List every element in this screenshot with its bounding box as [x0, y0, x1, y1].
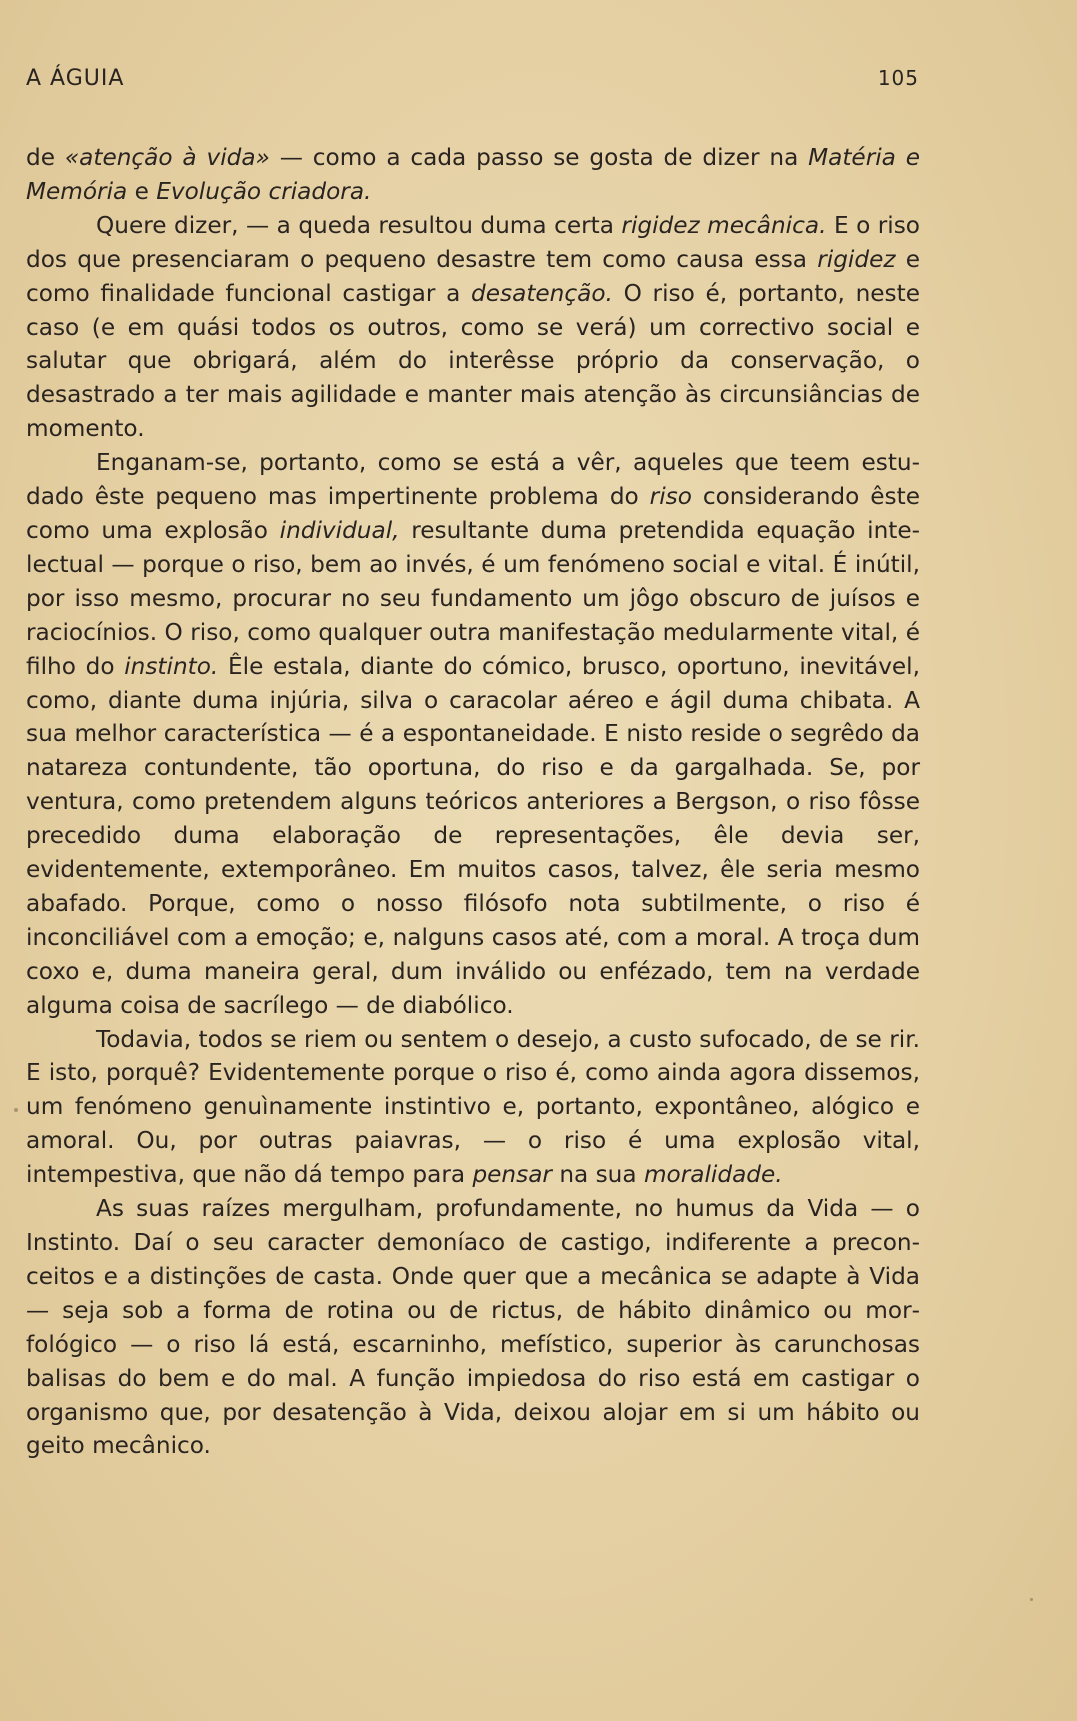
italic-phrase: moralidade.: [643, 1161, 783, 1189]
journal-title: A ÁGUIA: [26, 66, 125, 91]
article-body: [26, 141, 920, 1463]
paragraph: [26, 1192, 920, 1463]
text-run: e: [127, 177, 157, 205]
text-run: — como a cada passo se gosta de dizer na: [269, 144, 809, 171]
text-run: e como finalidade funcional castigar a: [26, 245, 921, 307]
italic-phrase: individual,: [279, 516, 400, 544]
paragraph: [26, 446, 920, 1022]
italic-phrase: pensar: [472, 1161, 552, 1189]
ink-speck: [1030, 1598, 1033, 1601]
italic-phrase: instinto.: [124, 652, 219, 680]
text-run: considerando êste como uma explosão: [26, 483, 920, 544]
italic-phrase: rigidez mecânica.: [621, 211, 827, 239]
ink-speck: [14, 1108, 18, 1112]
text-run: E o riso dos que presenciaram o pequeno desastre tem como causa essa: [26, 211, 920, 273]
paragraph: [26, 209, 920, 446]
text-run: Enganam-se, portanto, como se está a vêr, aqueles que teem estudado êste pequeno mas impertinente problema do: [26, 449, 920, 511]
text-run: Quere dizer, — a queda resultou duma certa: [96, 211, 622, 239]
italic-phrase: riso: [649, 483, 692, 511]
italic-phrase: «atenção à vida»: [64, 144, 270, 171]
paragraph: [26, 141, 920, 209]
italic-phrase: rigidez: [817, 245, 896, 273]
page-number: 105: [877, 66, 919, 90]
italic-phrase: Evolução criadora.: [156, 177, 372, 205]
running-head: [26, 66, 919, 91]
text-run: Todavia, todos se riem ou sentem o desejo, a custo sufocado, de se rir. E isto, porquê? Evidentemente porque o riso é, como ainda agora dissemos, um fenómeno genuìnamente instintivo e, portanto, expontâneo, alógico e amoral. Ou, por outras paiavras, — o riso é uma explosão vital, intempestiva, que não dá tempo para: [26, 1025, 920, 1189]
italic-phrase: Matéria e Memória: [26, 144, 920, 205]
text-run: de: [26, 144, 65, 171]
text-run: As suas raízes mergulham, profundamente, no humus da Vida — o Instinto. Daí o seu caracter demoníaco de castigo, indiferente a preconceitos e a distinções de casta. Onde quer que a mecânica se adapte à Vida — seja sob a forma de rotina ou de rictus, de hábito dinâmico ou morfológico — o riso lá está, escarninho, mefístico, superior às carunchosas balisas do bem e do mal. A função impiedosa do riso está em castigar o organismo que, por desatenção à Vida, deixou alojar em si um hábito ou geito mecânico.: [26, 1195, 920, 1460]
paragraph: [26, 1023, 920, 1193]
text-run: na sua: [551, 1161, 644, 1189]
text-run: Êle estala, diante do cómico, brusco, oportuno, inevitável, como, diante duma injúria, silva o caracolar aéreo e ágil duma chibata. A sua melhor característica — é a espontaneidade. E nisto reside o segrêdo da natareza contundente, tão oportuna, do riso e da gargalhada. Se, por ventura, como pretendem alguns teóricos anteriores a Bergson, o riso fôsse precedido duma elaboração de representações, êle devia ser, evidentemente, extemporâneo. Em muitos casos, talvez, êle seria mesmo abafado. Porque, como o nosso filósofo nota subtilmente, o riso é inconciliável com a emoção; e, nalguns casos até, com a moral. A troça dum coxo e, duma maneira geral, dum inválido ou enfézado, tem na verdade alguma coisa de sacrílego — de diabólico.: [26, 652, 920, 1019]
text-run: resultante duma pretendida equação intelectual — porque o riso, bem ao invés, é um fenómeno social e vital. É inútil, por isso mesmo, procurar no seu fundamento um jôgo obscuro de juísos e raciocínios. O riso, como qualquer outra manifestação medularmente vital, é filho do: [26, 516, 921, 680]
text-run: O riso é, portanto, neste caso (e em quási todos os outros, como se verá) um correctivo social e salutar que obrigará, além do interêsse próprio da conservação, o desastrado a ter mais agilidade e manter mais atenção às circunsiâncias de momento.: [26, 279, 920, 443]
italic-phrase: desatenção.: [471, 279, 613, 307]
